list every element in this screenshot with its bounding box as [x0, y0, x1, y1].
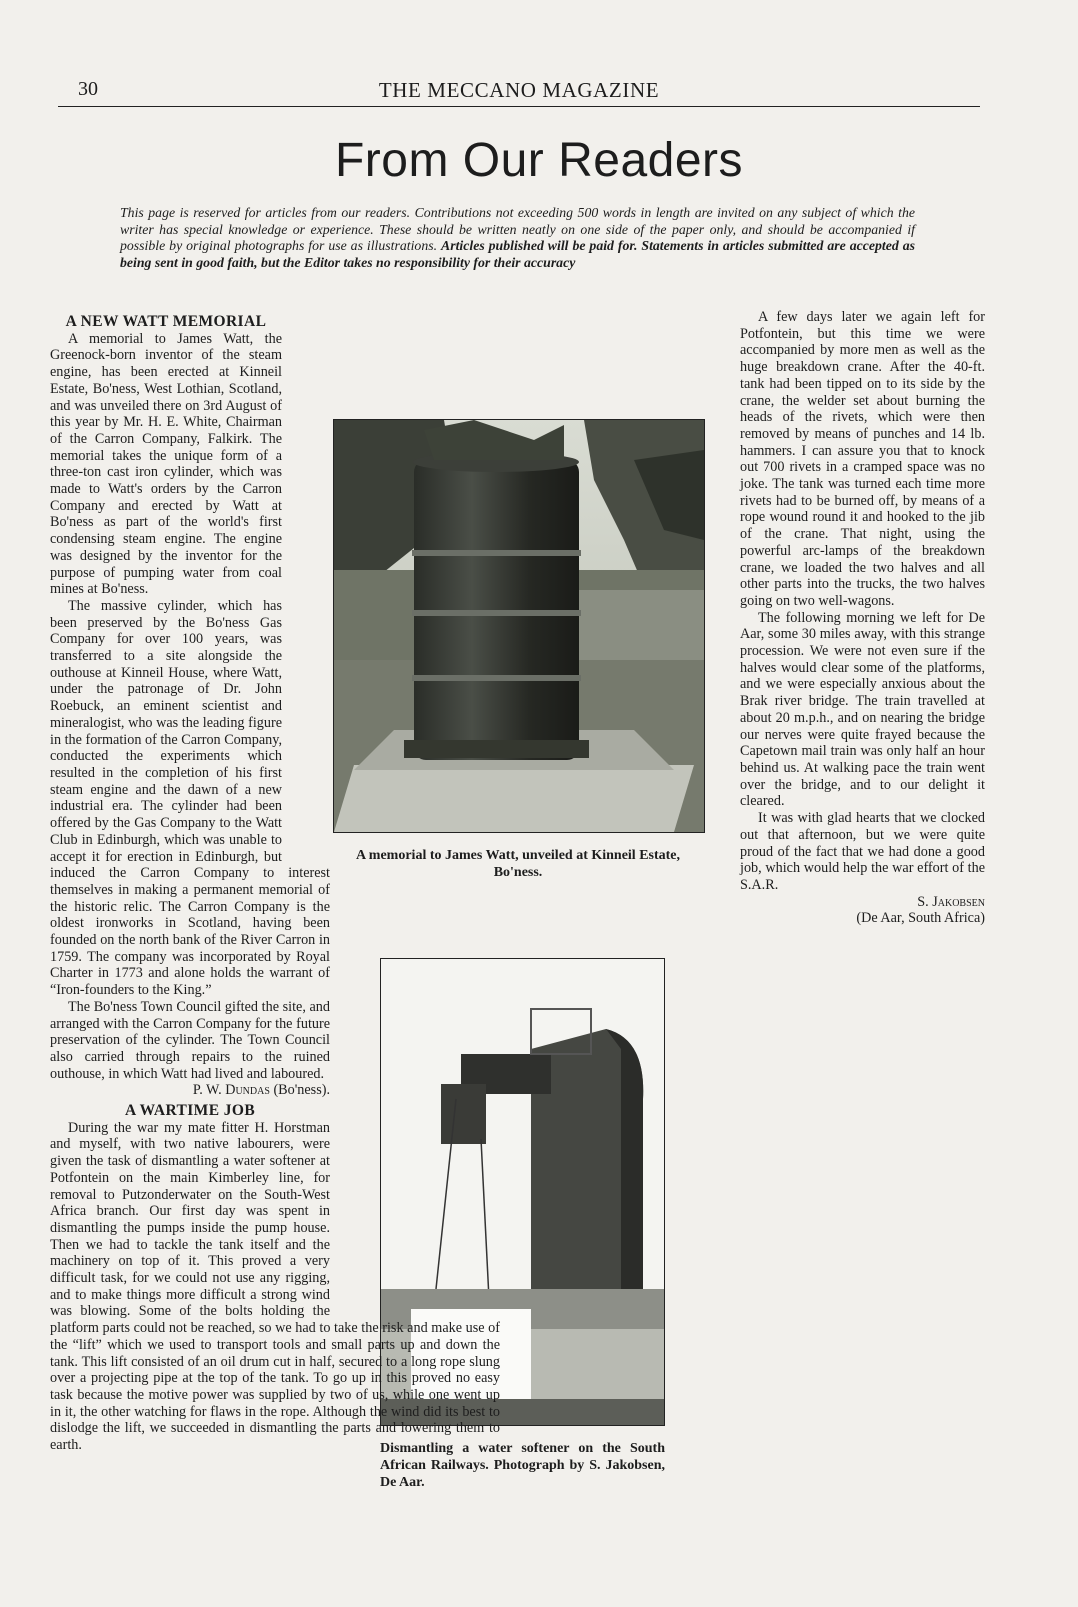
- article-paragraph: A memorial to James Watt, the Greenock-born inventor of the steam engine, has been erected at Kinneil Estate, Bo'ness, West Lothian, Scotland, and was unveiled there on 3rd August of this year by Mr. H. E. White, Chairman of the Carron Company, Falkirk. The memorial takes the unique form of a three-ton cast iron cylinder, which was made to Watt's orders by the Carron Company and erected by Watt at Bo'ness as part of the world's first condensing steam engine. The engine was designed by the inventor for the purpose of pumping water from coal mines at Bo'ness.: [50, 330, 282, 598]
- article-paragraph: A few days later we again left for Potfontein, but this time we were accompanied by more men as well as the huge breakdown crane. After the 40-ft. tank had been tipped on to its side by the crane, the welder set about burning the heads of the rivets, which were then removed by means of punches and 14 lb. hammers. I can assure you that to knock out 700 rivets in a cramped space was no joke. The tank was turned each time more rivets had to be burned off, by means of a rope wound round it and hooked to the jib of the crane. That night, using the powerful arc-lamps of the breakdown crane, we loaded the two halves and all other parts into the trucks, the two halves going on two well-wagons.: [740, 309, 985, 609]
- article-paragraph: The massive cylinder, which has been preserved by the Bo'ness Gas Company for over 100 years, was transferred to a site alongside the outhouse at Kinneil House, where Watt, under the patronage of Dr. John Roebuck, an eminent scientist and mineralogist, who was the leading figure in the formation of the Carron Company, conducted the experiments which resulted in the completion of his first steam engine and the dawn of a new industrial era. The cylinder had been offered by the Gas Company to the Watt Club in Edinburgh, which was unable to accept it for erection in Edinburgh, but induced the Carron Company to interest themselves in making a permanent memorial of the historic relic. The Carron Company is the oldest ironworks in Scotland, having been founded on the north bank of the River Carron in 1759. The company was incorporated by Royal Charter in 1773 and alone holds the warrant of “Iron-founders to the King.”: [50, 597, 330, 999]
- memorial-photo-caption: A memorial to James Watt, unveiled at Kinneil Estate, Bo'ness.: [355, 848, 681, 880]
- intro-note: [120, 205, 915, 271]
- article-paragraph: The Bo'ness Town Council gifted the site, and arranged with the Carron Company for the future preservation of the cylinder. The Town Council also carried through repairs to the ruined outhouse, in which Watt had lived and laboured.: [50, 998, 330, 1082]
- author-name: P. W. Dundas: [192, 1082, 270, 1099]
- author-name: S. Jakobsen: [917, 893, 985, 910]
- page-number: 30: [78, 78, 98, 100]
- softener-photo-caption: Dismantling a water softener on the South African Railways. Photograph by S. Jakobsen, De Aar.: [380, 1441, 665, 1490]
- left-column: [50, 314, 500, 1454]
- article-heading-wartime-job: A WARTIME JOB: [124, 1102, 256, 1120]
- article-paragraph: The following morning we left for De Aar, some 30 miles away, with this strange procession. We were not even sure if the halves would clear some of the platforms, and we were especially anxious about the Brak river bridge. The train travelled at about 20 m.p.h., and on nearing the bridge our nerves were quite frayed because the Capetown mail train was only half an hour behind us. At walking pace the train went over the bridge, and to our delight it cleared.: [740, 609, 985, 810]
- article-paragraph: During the war my mate fitter H. Horstman and myself, with two native labourers, were given the task of dismantling a water softener at Potfontein on the main Kimberley line, for removal to Putzonderwater on the South-West Africa branch. Our first day was spent in dismantling the pumps inside the pump house. Then we had to tackle the tank itself and the machinery on top of it. This proved a very difficult task, for we could not use any rigging, and to make things more difficult a strong wind was blowing. Some of the bolts holding the platform parts could not be reached, so we had to take the risk and make use of the “lift” which we used to transport tools and small parts up and down the tank. This lift consisted of an oil drum cut in half, secured to a long rope slung over a projecting pipe at the top of the tank. To go up in this proved no easy task because the motive power was supplied by two of us, while one went up in it, the other watching for flaws in the rope. Although the wind did its best to dislodge the lift, we succeeded in dismantling the parts and lowering them to earth.: [50, 1119, 500, 1454]
- intro-bold-text: Articles published will be paid for. Statements in articles submitted are accepted as being sent in good faith, but the Editor takes no responsibility for their accuracy: [120, 238, 915, 270]
- right-column: [535, 309, 985, 1461]
- page-header: [58, 76, 980, 107]
- article-heading-watt-memorial: A NEW WATT MEMORIAL: [65, 313, 267, 330]
- page-title: From Our Readers: [334, 134, 744, 187]
- author-location: (Bo'ness).: [273, 1082, 330, 1099]
- article-paragraph: It was with glad hearts that we clocked out that afternoon, but we were quite proud of the fact that we had done a good job, which would help the war effort of the S.A.R.: [740, 810, 985, 893]
- running-title: THE MECCANO MAGAZINE: [378, 78, 660, 102]
- author-location: (De Aar, South Africa): [856, 910, 985, 927]
- intro-text: This page is reserved for articles from our readers. Contributions not exceeding 500 words in length are invited on any subject of which the writer has special knowledge or experience. These should be written neatly on one side of the paper only, and should be accompanied if possible by original photographs for use as illustrations.: [120, 205, 915, 253]
